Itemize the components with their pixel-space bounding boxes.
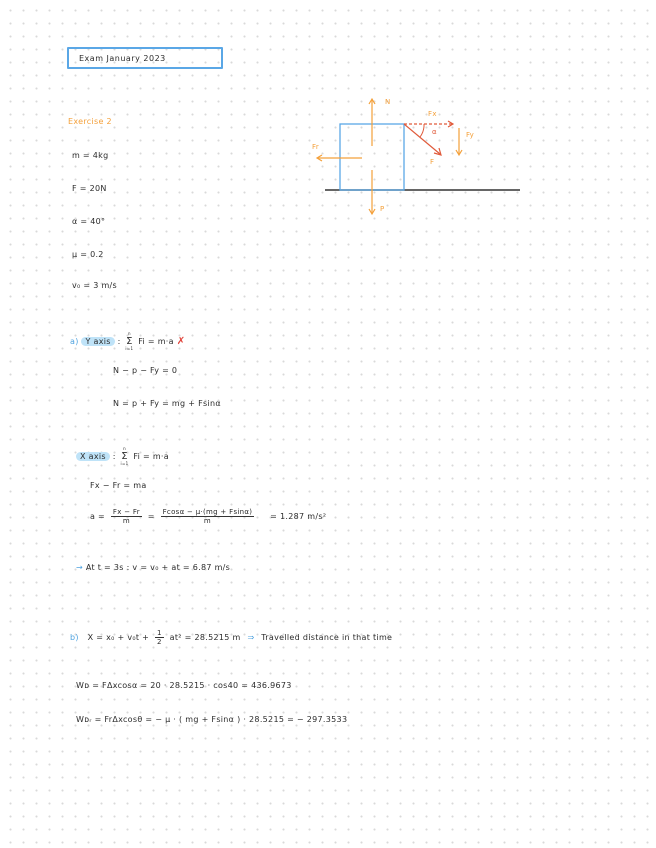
velocity-text: At t = 3s : v = v₀ + at = 6.87 m/s	[85, 563, 231, 572]
acceleration-result: = 1.287 m/s²	[270, 512, 327, 521]
displacement-post: at² = 28.5215 m	[169, 633, 241, 642]
label-f: F	[430, 158, 435, 166]
sum-symbol: n Σ i=1	[120, 446, 129, 466]
y-axis-rhs: Fi = m·a	[138, 337, 174, 346]
given-force: F = 20N	[72, 184, 107, 193]
x-axis-equation	[76, 446, 169, 467]
label-alpha: α	[432, 128, 437, 136]
y-axis-line1: N − p − Fy = 0	[113, 366, 178, 375]
label-fy: Fy	[466, 131, 475, 139]
sum-bottom: i=1	[125, 346, 134, 351]
page-title-text: Exam January 2023	[79, 53, 166, 63]
sum-bottom: i=1	[120, 461, 129, 466]
label-p: P	[380, 205, 385, 213]
work-friction-force: Wᴅᵣ = FrΔxcosθ = − μ · ( mg + Fsinα ) · 28.5215 = − 297.3533	[76, 715, 348, 724]
half-den: 2	[157, 638, 162, 646]
given-initial-velocity: v₀ = 3 m/s	[72, 281, 118, 290]
y-axis-equation	[70, 331, 185, 352]
fraction-1-den: m	[122, 517, 130, 525]
x-axis-sep: :	[112, 452, 116, 461]
work-applied-force: Wᴅ = FΔxcosα = 20 · 28.5215 · cos40 = 436.9673	[76, 681, 292, 690]
angle-arc	[420, 124, 424, 137]
given-friction: μ = 0.2	[72, 250, 104, 259]
y-axis-sep: :	[117, 337, 121, 346]
fraction-2-num: Fcosα − μ·(mg + Fsinα)	[162, 508, 253, 516]
arrow-right-icon: →	[76, 563, 84, 572]
fraction-2	[161, 508, 255, 525]
implies-arrow-icon: ⇒	[247, 633, 255, 642]
half-num: 1	[157, 629, 162, 637]
label-fx: Fx	[428, 110, 437, 118]
equals: =	[147, 512, 155, 521]
fraction-1-num: Fx − Fr	[112, 508, 140, 516]
displacement-note: Travelled distance in that time	[261, 633, 393, 642]
x-axis-badge: X axis	[76, 452, 110, 461]
displacement-pre: X = x₀ + v₀t +	[87, 633, 150, 642]
given-mass: m = 4kg	[72, 151, 109, 160]
part-b-tag: b)	[70, 633, 79, 642]
sum-top: n	[127, 331, 131, 336]
given-angle: α = 40°	[72, 217, 106, 226]
velocity-at-3s	[76, 563, 230, 572]
y-axis-line2: N = p + Fy = mg + Fsinα	[113, 399, 221, 408]
sum-symbol: n Σ i=1	[125, 331, 134, 351]
a-lhs: a =	[90, 512, 106, 521]
acceleration-equation	[90, 508, 326, 525]
half-fraction	[155, 629, 164, 646]
exercise-label: Exercise 2	[68, 117, 112, 126]
fraction-2-den: m	[203, 517, 212, 525]
label-fr: Fr	[312, 143, 319, 151]
displacement-equation	[70, 629, 392, 646]
crossed-out-mark-icon: ✗	[176, 336, 186, 347]
part-a-tag: a)	[70, 337, 79, 346]
sum-top: n	[123, 446, 126, 451]
x-axis-line1: Fx − Fr = ma	[90, 481, 147, 490]
y-axis-badge: Y axis	[81, 337, 114, 346]
label-n: N	[385, 98, 391, 106]
fraction-1	[111, 508, 142, 525]
x-axis-rhs: Fi = m·a	[133, 452, 169, 461]
